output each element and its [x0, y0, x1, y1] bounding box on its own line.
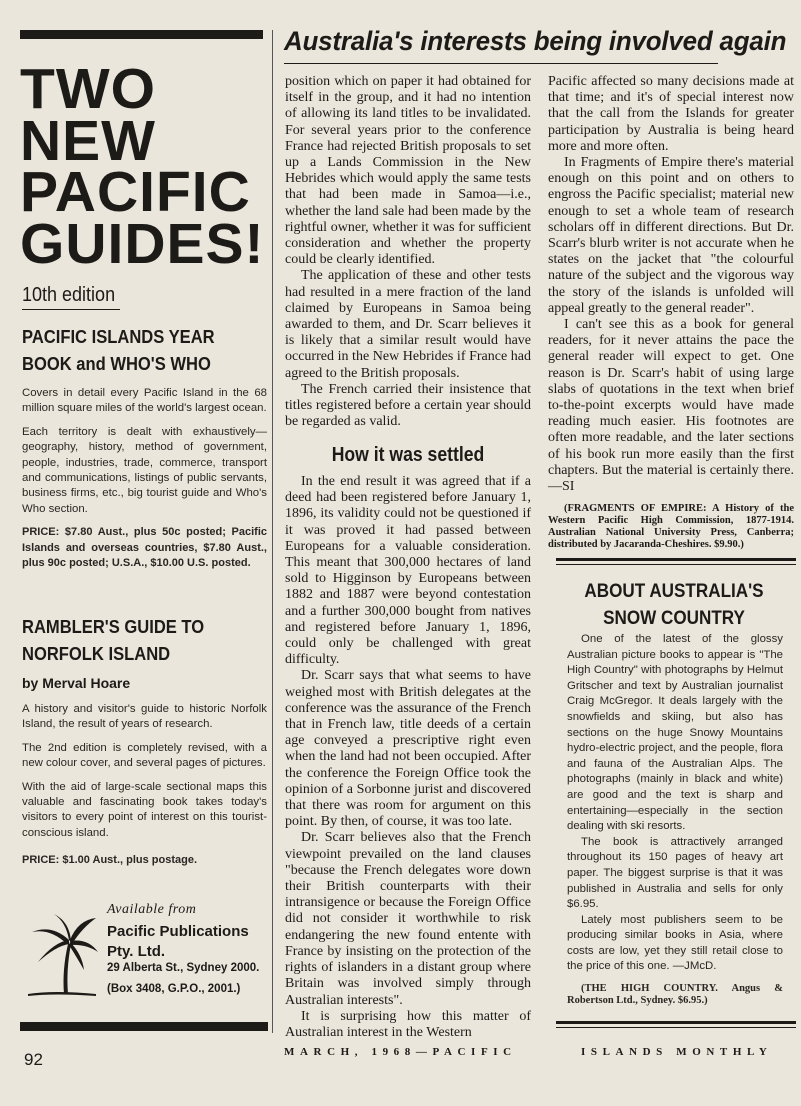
col2-para-2: In Fragments of Empire there's material enough on this point and on others to engross the Pacific specialist; material new enough to set a whole team of research scholars off in different directions. But Dr. Scarr's blurb writer is not accurate when he states on the jacket that "the colourful nature of the subject and the vigorous way the story of the islands is unfolded will appeal greatly to the general reader". [548, 155, 794, 316]
col1-para-2: The application of these and other tests had resulted in a mere fraction of the land claimed by Europeans in Samoa being awarded to them, and Dr. Scarr believes it is likely that a similar result would have occurred in the New Hebrides if France had agreed to the British proposals. [285, 268, 531, 381]
book2-para-3: With the aid of large-scale sectional maps this valuable and fascinating book takes today's visitors to every point of interest on this tourist-conscious island. [22, 780, 267, 839]
section-rule-bottom [556, 1021, 796, 1024]
book1-price: PRICE: $7.80 Aust., plus 50c posted; Pacific Islands and overseas countries, $7.80 Aust., plus 90c posted; U.S.A., $10.00 U.S. posted. [22, 526, 267, 570]
available-from: Available from [107, 902, 197, 917]
section-rule-bottom-thin [556, 1027, 796, 1028]
column-divider [272, 30, 273, 1033]
about-para-3: Lately most publishers seem to be producing similar books in Asia, where costs are low, yet they still retail close to the price of this one. —JMcD. [567, 913, 783, 973]
col2-para-3: I can't see this as a book for general readers, for it never attains the pace the general reader will expect to get. One reason is Dr. Scarr's habit of using large slabs of quotations in the text when brief to-the-point excerpts would have made reading much easier. His footnotes are often more readable, and the later sections of his book run more easily than the first chapters. But the material is certainly there.—SI [548, 317, 794, 495]
col1-para-1: position which on paper it had obtained for itself in the group, and it had no intention of allowing its land titles to be invalidated. For several years prior to the conference France had rejected British proposals to set up a Lands Commission in the New Hebrides which would apply the same tests that had been made in Samoa—i.e., whether the land sale had been made by the rightful owner, whether it was for sufficient consideration and whether the property could be clearly identified. [285, 74, 531, 268]
book2-title: RAMBLER'S GUIDE TO NORFOLK ISLAND [22, 617, 205, 664]
col1b-para-3: Dr. Scarr believes also that the French viewpoint prevailed on the land clauses "because the French delegates wore down their British counterparts with their intransigence or because the Foreign Office did not consider it worthwhile to risk endangering the new found entente with France by insisting on the protection of the rights of islanders in a distant group where Britain was involved simply through Australian interests". [285, 830, 531, 1008]
col1b-para-2: Dr. Scarr says that what seems to have weighed most with British delegates at the conference was the assurance of the French that in French law, title deeds of a certain age conveyed a prescriptive right even when the land had not been occupied. After the conference the Foreign Office took the opinion of a Sorbonne jurist and discovered that there was room for argument on this point. By then, of course, it was too late. [285, 668, 531, 830]
running-footer-left: MARCH, 1968—PACIFIC [284, 1046, 517, 1058]
about-para-1: One of the latest of the glossy Australian picture books to appear is "The High Country" with photographs by Helmut Gritscher and text by Australian journalist Craig McGregor. It deals largely with the snowfields and skiing, but also has sections on the huge Snowy Mountains hydro-electric project, and the people, flora and fauna of the Australian Alps. The photographs (mainly in black and white) are good and the text is sharp and entertaining—especially in the section dealing with ski resorts. [567, 633, 783, 833]
edition-label: 10th edition [22, 284, 116, 306]
page-number: 92 [24, 1050, 43, 1069]
book1-description [22, 386, 267, 579]
ad-bottom-bar [20, 1022, 268, 1031]
book2-description [22, 702, 267, 877]
section-rule-top [556, 558, 796, 561]
headline-line-3: PACIFIC [20, 160, 251, 224]
about-caption: (THE HIGH COUNTRY. Angus & Robertson Ltd., Sydney. $6.95.) [567, 983, 783, 1007]
fragments-caption: (FRAGMENTS OF EMPIRE: A History of the Western Pacific High Commission, 1877-1914. Australian National University Press, Canberra; distributed by Jacaranda-Cheshires. $9.90.) [548, 503, 794, 551]
about-body [567, 632, 783, 1007]
book1-para-2: Each territory is dealt with exhaustively—geography, history, method of government, people, industries, trade, commerce, transport and communications, listings of public servants, business firms, etc., big tourist guide and Who's Who section. [22, 425, 267, 515]
section-rule-top-thin [556, 564, 796, 565]
running-footer-right: ISLANDS MONTHLY [581, 1046, 773, 1058]
article-column-1b [285, 474, 531, 1041]
col1-para-3: The French carried their insistence that titles registered before a certain year should be regarded as valid. [285, 381, 531, 430]
palm-tree-icon [24, 910, 100, 998]
subhead-settled: How it was settled [331, 444, 485, 466]
publisher-box: (Box 3408, G.P.O., 2001.) [107, 983, 241, 995]
publisher-name: Pacific Publications Pty. Ltd. [107, 923, 249, 960]
publisher-address: 29 Alberta St., Sydney 2000. [107, 962, 260, 974]
book2-para-1: A history and visitor's guide to historic Norfolk Island, the result of years of research. [22, 703, 267, 731]
about-para-2: The book is attractively arranged throughout its 150 pages of heavy art paper. The biggest surprise is that it was published in Australia and sells for only $6.95. [567, 835, 783, 911]
book2-para-2: The 2nd edition is completely revised, with a new colour cover, and several pages of pictures. [22, 741, 267, 770]
book1-para-1: Covers in detail every Pacific Island in the 68 million square miles of the world's largest ocean. [22, 387, 267, 415]
article-title: Australia's interests being involved again [284, 26, 787, 56]
col1b-para-1: In the end result it was agreed that if a deed had been registered before January 1, 1896, its validity could not be questioned if it was proved it had passed between Europeans for a valuable consideration. This meant that 300,000 hectares of land sold to Higginson by Europeans between 1882 and 1887 were beyond contestation and a further 300,000 bought from natives and registered before January 1, 1896, could only be challenged with great difficulty. [285, 474, 531, 668]
about-title: ABOUT AUSTRALIA'S SNOW COUNTRY [584, 581, 764, 629]
col2-para-1: Pacific affected so many decisions made at that time; and it's of special interest now that the call from the Islands for greater participation by Australia is being heard more and more often. [548, 74, 794, 154]
book2-price: PRICE: $1.00 Aust., plus postage. [22, 854, 198, 867]
headline-line-1: TWO [20, 57, 156, 121]
col1b-para-4: It is surprising how this matter of Australian interest in the Western [285, 1008, 531, 1040]
headline-line-4: GUIDES! [20, 211, 265, 276]
ad-top-bar [20, 30, 263, 39]
title-rule [284, 63, 718, 64]
edition-underline [22, 309, 120, 310]
book1-title: PACIFIC ISLANDS YEAR BOOK and WHO'S WHO [22, 327, 215, 374]
book2-author: by Merval Hoare [22, 675, 131, 691]
article-column-2 [548, 74, 794, 551]
headline-line-2: NEW [20, 108, 156, 173]
ad-headline [20, 57, 265, 276]
article-column-1 [285, 74, 531, 430]
